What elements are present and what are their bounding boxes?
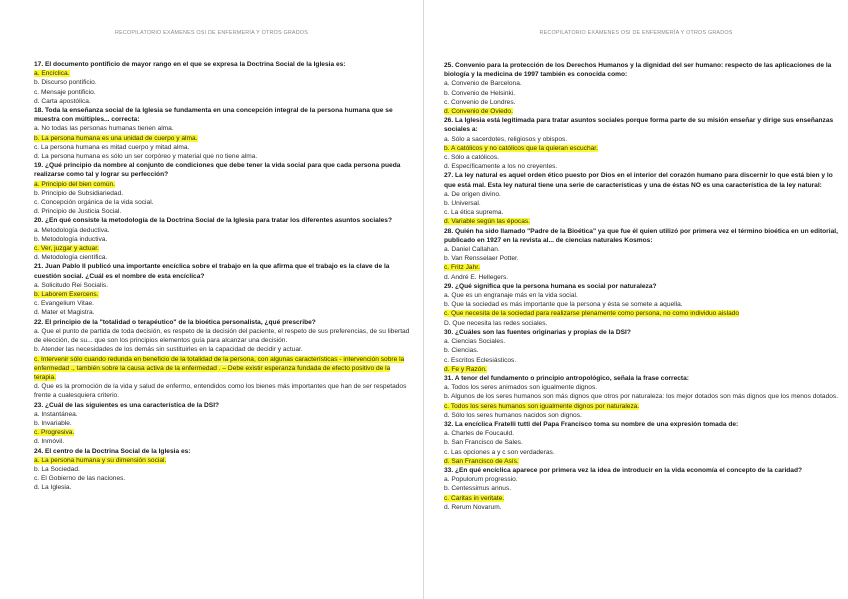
answer-option: b. Ciencias. — [444, 347, 479, 355]
correct-answer — [34, 290, 413, 299]
correct-answer — [444, 402, 840, 411]
answer-highlight: c. Ver, juzgar y actuar. — [34, 245, 99, 253]
answer-option: b. Atender las necesidades de los demás sin sustituirles en la capacidad de decidir y actuar. — [34, 346, 303, 354]
correct-answer — [444, 494, 840, 503]
answer-option: d. André E. Hellegers. — [444, 273, 509, 281]
answer-option: d. Que es la promoción de la vida y salud de enfermo, entendidos como los bienes más importantes que han de ser respetados frente a cualesquiera criterio. — [34, 383, 407, 400]
question-text: 27. La ley natural es aquel orden ético puesto por Dios en el interior del corazón humano para discernir lo que está bien y lo que está mal. Esta ley natural tiene una serie de características y una de éstas NO es una característica de la ley natural: — [444, 172, 833, 189]
correct-answer — [34, 134, 413, 143]
question-text: 31. A tenor del fundamento o principio antropológico, señala la frase correcta: — [444, 374, 689, 382]
answer-option: b. Discurso pontificio. — [34, 79, 97, 87]
question-text: 30. ¿Cuáles son las fuentes originarias y propias de la DSI? — [444, 328, 631, 336]
answer-option: b. Metodología inductiva. — [34, 235, 108, 243]
question-text: 25. Convenio para la protección de los Derechos Humanos y la dignidad del ser humano: respecto de las aplicaciones de la biología y la medicina de 1997 también es conocida como: — [444, 62, 832, 79]
answer-highlight: c. Todos los seres humanos son igualmente dignos por naturaleza. — [444, 402, 640, 410]
answer-option: d. La persona humana es sólo un ser corpóreo y material que no tiene alma. — [34, 153, 258, 161]
answer-highlight: d. Fe y Razón. — [444, 365, 487, 373]
answer-option: d. Inmóvil. — [34, 438, 65, 446]
correct-answer — [34, 428, 413, 437]
answer-highlight: d. San Francisco de Asís. — [444, 457, 519, 465]
answer-option: b. Centessimus annus. — [444, 485, 512, 493]
answer-option: c. La ética suprema. — [444, 209, 504, 217]
question-column-left — [34, 60, 413, 493]
answer-option: b. Algunos de los seres humanos son más dignos que otros por naturaleza: los mejor dotados son más dignos que los menos dotados. — [444, 393, 839, 401]
answer-option: d. Principio de Justicia Social. — [34, 208, 122, 216]
answer-option: d. Carta apostólica. — [34, 97, 91, 105]
question-text: 23. ¿Cuál de las siguientes es una característica de la DSI? — [34, 401, 220, 409]
correct-answer — [444, 217, 840, 226]
question-text: 17. El documento pontificio de mayor rango en el que se expresa la Doctrina Social de la Iglesia es: — [34, 61, 346, 68]
answer-highlight: c. Intervenir sólo cuando redunda en beneficio de la totalidad de la persona, con algunas características - intervención sobre la enfermedad ., también sobre la causa activa de la enfermedad . – Debe existir esperanza fundada de efecto positivo de la terapia. — [34, 355, 405, 381]
answer-option: d. Específicamente a los no creyentes. — [444, 163, 558, 171]
question-text: 26. La Iglesia está legitimada para tratar asuntos sociales porque forma parte de su misión enseñar y dirige sus enseñanzas sociales a: — [444, 117, 834, 134]
correct-answer — [34, 456, 413, 465]
answer-option: D. Que necesita las redes sociales. — [444, 319, 548, 327]
answer-option: a. No todas las personas humanas tienen alma. — [34, 125, 174, 133]
correct-answer — [34, 180, 413, 189]
question-text: 21. Juan Pablo II publicó una importante encíclica sobre el trabajo en la que afirma que el trabajo es la clave de la cuestión social. ¿Cuál es el nombre de esta encíclica? — [34, 263, 390, 280]
answer-option: c. Escritos Eclesiásticos. — [444, 356, 517, 364]
answer-option: c. Las opciones a y c son verdaderas. — [444, 448, 555, 456]
answer-option: b. Van Rensselaer Potter. — [444, 255, 519, 263]
question-text: 22. El principio de la "totalidad o terapéutico" de la bioética personalista, ¿qué prescribe? — [34, 318, 316, 326]
answer-option: a. Metodología deductiva. — [34, 226, 110, 234]
answer-option: a. Solicitudo Rei Socialis. — [34, 281, 109, 289]
answer-highlight: b. A católicos y no católicos que la quieran escuchar. — [444, 144, 598, 152]
answer-option: c. El Gobierno de las naciones. — [34, 475, 126, 483]
answer-option: a. Sólo a sacerdotes, religiosos y obispos. — [444, 135, 568, 143]
answer-option: b. Invariable. — [34, 419, 72, 427]
question-text: 20. ¿En qué consiste la metodología de la Doctrina Social de la Iglesia para tratar los diferentes asuntos sociales? — [34, 217, 393, 225]
answer-option: c. Sólo a católicos. — [444, 154, 499, 162]
answer-option: d. Metodología científica. — [34, 254, 108, 262]
answer-option: c. Convenio de Londres. — [444, 98, 516, 106]
answer-option: a. Instantánea. — [34, 410, 78, 418]
answer-option: b. Principio de Subsidiariedad. — [34, 189, 124, 197]
correct-answer — [444, 107, 840, 116]
question-text: 32. La encíclica Fratelli tutti del Papa Francisco toma su nombre de una expresión tomada de: — [444, 420, 739, 428]
answer-highlight: c. Fritz Jahr. — [444, 264, 480, 272]
correct-answer — [34, 69, 413, 78]
correct-answer — [444, 309, 840, 318]
answer-highlight: a. Principio del bien común. — [34, 180, 116, 188]
answer-option: a. Daniel Callahan. — [444, 246, 500, 254]
answer-option: d. Sólo los seres humanos nacidos son dignos. — [444, 411, 582, 419]
correct-answer — [444, 365, 840, 374]
answer-option: a. Que el punto de partida de toda decisión, es respeto de la decisión del paciente, el respeto de sus preferencias, de su libertad de elección, de su... que son los principios elementos guía para alcanzar una decisión. — [34, 327, 410, 345]
answer-option: b. Que la sociedad es más importante que la persona y ésta se somete a aquella. — [444, 301, 683, 309]
answer-highlight: c. Progresiva. — [34, 429, 75, 437]
answer-option: c. Mensaje pontificio. — [34, 88, 96, 96]
answer-option: a. Ciencias Sociales. — [444, 338, 506, 346]
page-header: RECOPILATORIO EXÁMENES OSI DE ENFERMERÍA Y OTROS GRADOS — [114, 30, 309, 36]
answer-option: a. Charles de Foucauld. — [444, 430, 515, 438]
question-column-right — [444, 61, 840, 512]
question-text: 28. Quién ha sido llamado "Padre de la Bioética" ya que fue él quien utilizó por primera vez el término bioética en un editorial, publicado en 1927 en la revista al... de ciencias naturales Kosmos: — [444, 227, 838, 244]
answer-option: a. Que es un engranaje más en la vida social. — [444, 292, 578, 300]
question-text: 19. ¿Qué principio da nombre al conjunto de condiciones que debe tener la vida social para que cada persona pueda realizarse como tal y lograr su perfección? — [34, 162, 401, 179]
answer-option: b. Convenio de Helsinki. — [444, 89, 516, 97]
answer-option: c. La persona humana es mitad cuerpo y mitad alma. — [34, 143, 190, 151]
answer-option: a. Todos los seres animados son igualmente dignos. — [444, 384, 598, 392]
answer-highlight: d. Variable según las épocas. — [444, 218, 531, 226]
answer-option: b. La Sociedad. — [34, 465, 80, 473]
correct-answer — [444, 263, 840, 272]
answer-option: d. La Iglesia. — [34, 484, 72, 492]
correct-answer — [34, 244, 413, 253]
answer-highlight: b. La persona humana es una unidad de cuerpo y alma. — [34, 134, 198, 142]
answer-option: a. Populorum progressio. — [444, 476, 518, 484]
answer-option: d. Mater et Magistra. — [34, 309, 95, 317]
answer-highlight: a. La persona humana y su dimensión social. — [34, 456, 167, 464]
correct-answer — [34, 355, 413, 383]
answer-option: b. Universal. — [444, 200, 481, 208]
question-text: 18. Toda la enseñanza social de la Iglesia se fundamenta en una concepción integral de la persona humana que se muestra con múltiples... correcta: — [34, 107, 393, 124]
question-text: 33. ¿En qué encíclica aparece por primera vez la idea de introducir en la vida economía el concepto de la caridad? — [444, 466, 803, 474]
answer-option: d. Rerum Novarum. — [444, 503, 502, 511]
answer-highlight: b. Laborem Exercens. — [34, 291, 99, 299]
answer-option: a. Convenio de Barcelona. — [444, 80, 522, 88]
correct-answer — [444, 457, 840, 466]
question-text: 29. ¿Qué significa que la persona humana es social por naturaleza? — [444, 282, 657, 290]
page-header: RECOPILATORIO EXÁMENES OSI DE ENFERMERÍA Y OTROS GRADOS — [539, 30, 733, 36]
answer-option: c. Concepción orgánica de la vida social. — [34, 199, 154, 207]
answer-option: a. De origen divino. — [444, 190, 501, 198]
correct-answer — [444, 144, 840, 153]
answer-highlight: d. Convenio de Oviedo. — [444, 108, 513, 116]
answer-highlight: c. Caritas in veritate. — [444, 494, 505, 502]
answer-option: c. Evangelium Vitae. — [34, 300, 94, 308]
answer-option: b. San Francisco de Sales. — [444, 439, 523, 447]
answer-highlight: c. Que necesita de la sociedad para realizarse plenamente como persona, no como individuo aislado — [444, 310, 740, 318]
document-page-right — [424, 0, 848, 599]
question-text: 24. El centro de la Doctrina Social de la Iglesia es: — [34, 447, 191, 455]
answer-highlight: a. Encíclica. — [34, 70, 70, 78]
